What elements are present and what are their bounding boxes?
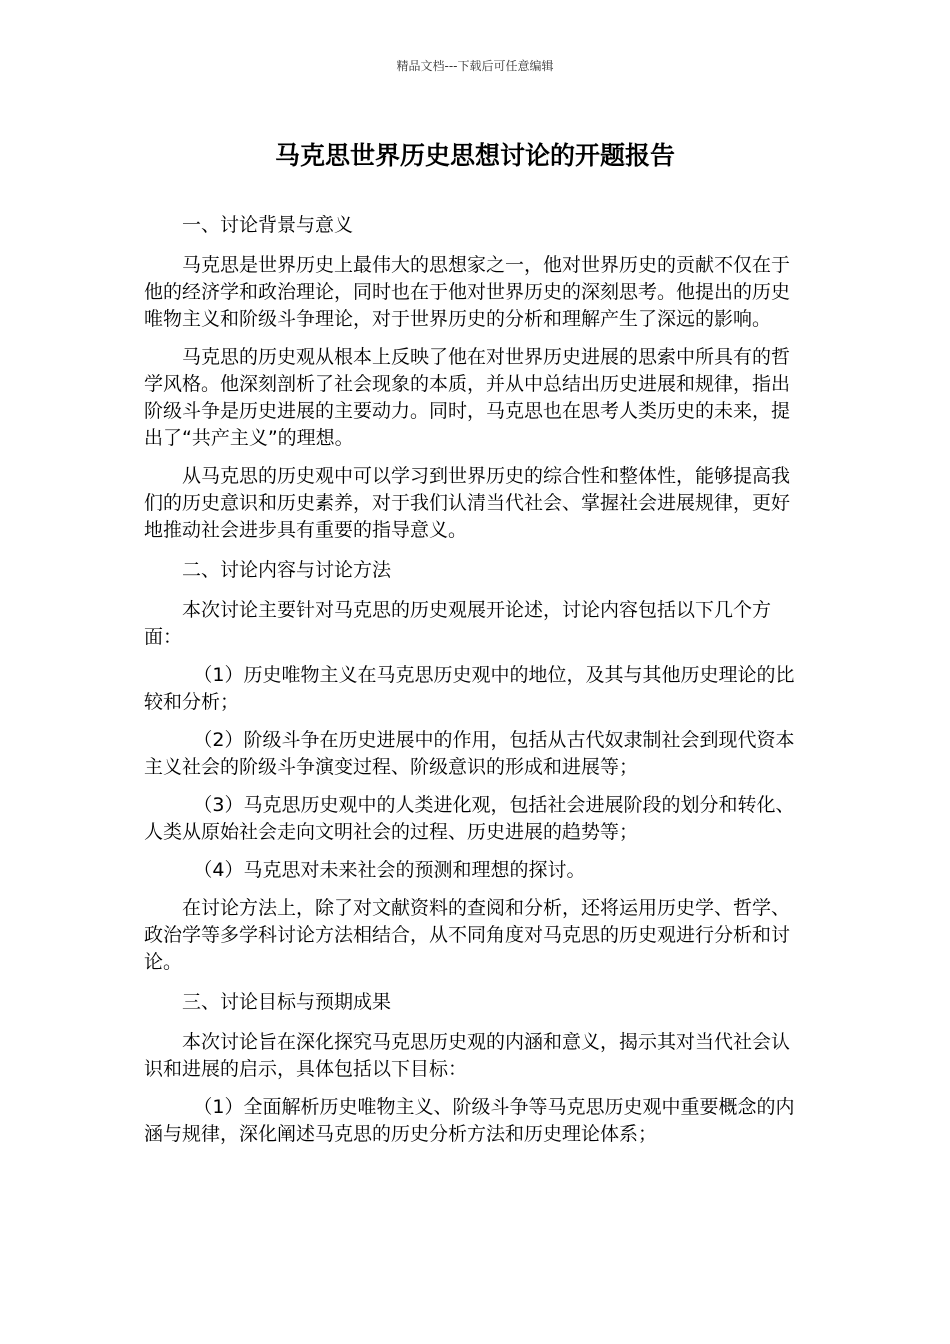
section-2-heading: 二、讨论内容与讨论方法 bbox=[182, 559, 392, 581]
document-title: 马克思世界历史思想讨论的开题报告 bbox=[274, 141, 675, 170]
section-2-item-3: （3）马克思历史观中的人类进化观，包括社会进展阶段的划分和转化、人类从原始社会走向文明社会的过程、历史进展的趋势等； bbox=[144, 794, 795, 843]
section-2-closing: 在讨论方法上，除了对文献资料的查阅和分析，还将运用历史学、哲学、政治学等多学科讨论方法相结合，从不同角度对马克思的历史观进行分析和讨论。 bbox=[144, 897, 791, 973]
section-2-item-2: （2）阶级斗争在历史进展中的作用，包括从古代奴隶制社会到现代资本主义社会的阶级斗争演变过程、阶级意识的形成和进展等； bbox=[144, 729, 795, 778]
section-3-heading: 三、讨论目标与预期成果 bbox=[182, 991, 392, 1013]
page-header: 精品文档---下载后可任意编辑 bbox=[396, 59, 554, 73]
section-3-item-1: （1）全面解析历史唯物主义、阶级斗争等马克思历史观中重要概念的内涵与规律，深化阐述马克思的历史分析方法和历史理论体系； bbox=[144, 1096, 795, 1145]
document-body bbox=[144, 212, 806, 1148]
section-1-paragraph-3: 从马克思的历史观中可以学习到世界历史的综合性和整体性，能够提高我们的历史意识和历史素养，对于我们认清当代社会、掌握社会进展规律，更好地推动社会进步具有重要的指导意义。 bbox=[144, 465, 791, 541]
section-1-heading: 一、讨论背景与意义 bbox=[182, 214, 354, 236]
section-2-intro: 本次讨论主要针对马克思的历史观展开论述，讨论内容包括以下几个方面： bbox=[144, 599, 772, 648]
section-2-item-1: （1）历史唯物主义在马克思历史观中的地位，及其与其他历史理论的比较和分析； bbox=[144, 664, 795, 713]
section-1-paragraph-2: 马克思的历史观从根本上反映了他在对世界历史进展的思索中所具有的哲学风格。他深刻剖析了社会现象的本质，并从中总结出历史进展和规律，指出阶级斗争是历史进展的主要动力。同时，马克思也在思考人类历史的未来，提出了“共产主义”的理想。 bbox=[144, 346, 791, 449]
section-3-intro: 本次讨论旨在深化探究马克思历史观的内涵和意义，揭示其对当代社会认识和进展的启示，具体包括以下目标： bbox=[144, 1031, 791, 1080]
section-1-paragraph-1: 马克思是世界历史上最伟大的思想家之一，他对世界历史的贡献不仅在于他的经济学和政治理论，同时也在于他对世界历史的深刻思考。他提出的历史唯物主义和阶级斗争理论，对于世界历史的分析和理解产生了深远的影响。 bbox=[144, 254, 791, 330]
section-2-item-4: （4）马克思对未来社会的预测和理想的探讨。 bbox=[193, 859, 586, 881]
